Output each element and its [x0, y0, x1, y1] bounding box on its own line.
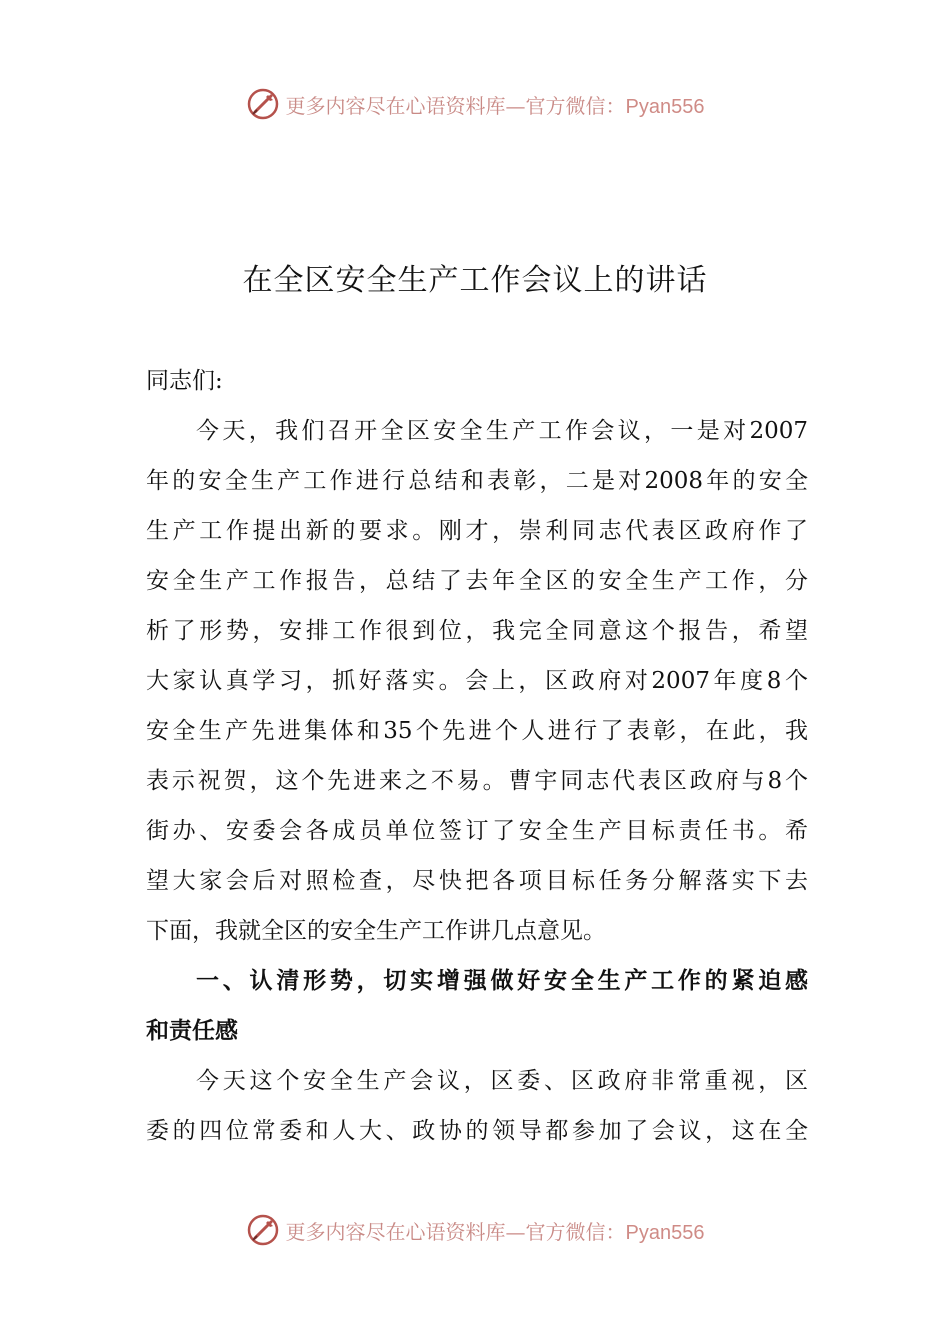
watermark-main: 更多内容尽在心语资料库—官方微信： [285, 93, 626, 118]
body-line: 表示祝贺，这个先进来之不易。曹宇同志代表区政府与8个 [146, 768, 808, 794]
body-line: 今天，我们召开全区安全生产工作会议，一是对2007 [196, 418, 808, 444]
watermark-main: 更多内容尽在心语资料库—官方微信： [285, 1219, 626, 1244]
body-line: 安全生产先进集体和35个先进个人进行了表彰，在此，我 [146, 718, 808, 744]
body-line: 望大家会后对照检查，尽快把各项目标任务分解落实下去 [146, 868, 808, 894]
watermark-footer [0, 1210, 950, 1250]
watermark-header [0, 84, 950, 124]
watermark-text [286, 1216, 705, 1245]
body-line: 今天这个安全生产会议，区委、区政府非常重视，区 [196, 1068, 808, 1094]
watermark-wechat-id: Pyan556 [625, 95, 705, 118]
section-heading: 一、认清形势，切实增强做好安全生产工作的紧迫感 [196, 968, 808, 994]
body-line: 街办、安委会各成员单位签订了安全生产目标责任书。希 [146, 818, 808, 844]
pen-logo-icon [246, 87, 280, 121]
section-heading: 和责任感 [146, 1018, 238, 1044]
body-line: 大家认真学习，抓好落实。会上，区政府对2007年度8个 [146, 668, 808, 694]
page-title: 在全区安全生产工作会议上的讲话 [242, 263, 708, 298]
watermark-text [286, 90, 705, 119]
salutation: 同志们: [146, 368, 223, 394]
body-line: 析了形势，安排工作很到位，我完全同意这个报告，希望 [146, 618, 808, 644]
watermark-wechat-id: Pyan556 [625, 1221, 705, 1244]
body-line: 安全生产工作报告，总结了去年全区的安全生产工作，分 [146, 568, 808, 594]
body-line: 年的安全生产工作进行总结和表彰，二是对2008年的安全 [146, 468, 808, 494]
body-line: 生产工作提出新的要求。刚才，崇利同志代表区政府作了 [146, 518, 808, 544]
body-line: 委的四位常委和人大、政协的领导都参加了会议，这在全 [146, 1118, 808, 1144]
pen-logo-icon [246, 1213, 280, 1247]
body-line: 下面，我就全区的安全生产工作讲几点意见。 [146, 918, 606, 944]
document-body [146, 356, 808, 1156]
